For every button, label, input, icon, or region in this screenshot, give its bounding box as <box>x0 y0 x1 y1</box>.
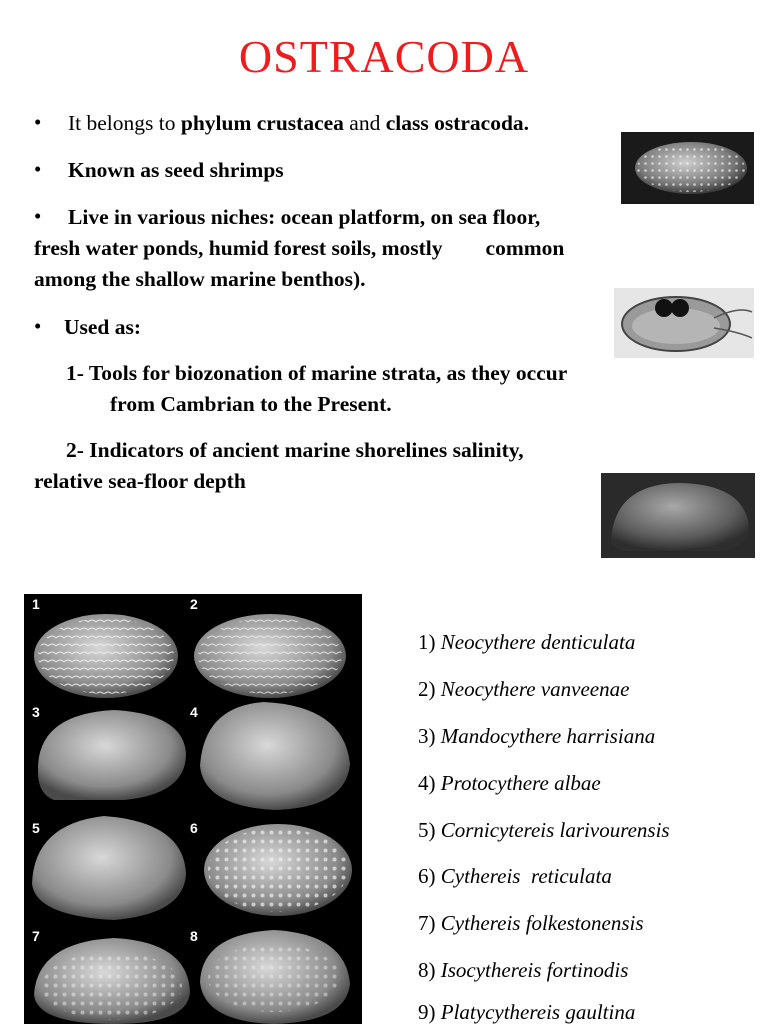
species-item-2 <box>418 677 629 702</box>
use-2-line-2: relative sea-floor depth <box>34 469 246 493</box>
bullet-4-text: Used as: <box>64 315 142 339</box>
species-number: 3) <box>418 724 436 748</box>
species-number: 9) <box>418 1000 436 1024</box>
species-item-1 <box>418 630 635 655</box>
bullet-marker: • <box>34 314 42 338</box>
ostracod-specimen-plate <box>24 594 362 1024</box>
species-number: 7) <box>418 911 436 935</box>
plate-number-8: 8 <box>190 928 198 944</box>
bullet-marker: • <box>34 157 42 181</box>
ostracod-spiny-photo <box>621 132 754 204</box>
use-2-line-1: 2- Indicators of ancient marine shorelines salinity, <box>66 438 524 462</box>
species-name: Neocythere denticulata <box>440 630 636 654</box>
bullet-1-bold-phylum: phylum crustacea <box>180 111 344 135</box>
plate-number-3: 3 <box>32 704 40 720</box>
plate-number-5: 5 <box>32 820 40 836</box>
species-number: 6) <box>418 864 436 888</box>
specimen-3 <box>38 710 186 800</box>
species-name: Cythereis folkestonensis <box>440 911 644 935</box>
plate-number-2: 2 <box>190 596 198 612</box>
bullet-3-line-3: among the shallow marine benthos). <box>34 267 366 291</box>
species-item-8 <box>418 958 628 983</box>
species-number: 5) <box>418 818 436 842</box>
bullet-3-line-1: Live in various niches: ocean platform, on sea floor, <box>68 205 541 229</box>
species-item-3 <box>418 724 655 749</box>
use-1-line-2: from Cambrian to the Present. <box>110 392 392 416</box>
plate-number-1: 1 <box>32 596 40 612</box>
bullet-1-mid: and <box>343 111 386 135</box>
species-name: Platycythereis gaultina <box>440 1000 636 1024</box>
ostracod-carapace-photo <box>601 473 755 558</box>
plate-number-4: 4 <box>190 704 198 720</box>
bullet-1-text <box>68 108 529 138</box>
species-name: Isocythereis fortinodis <box>440 958 629 982</box>
species-item-5 <box>418 818 670 843</box>
specimen-4 <box>200 702 350 810</box>
species-item-4 <box>418 771 601 796</box>
plate-number-6: 6 <box>190 820 198 836</box>
bullet-1-prefix: It belongs to <box>68 111 181 135</box>
species-name: Cythereis reticulata <box>440 864 612 888</box>
bullet-marker: • <box>34 110 42 134</box>
species-item-7 <box>418 911 644 936</box>
specimen-plate-drawing <box>24 594 362 1024</box>
species-name: Cornicytereis larivourensis <box>440 818 670 842</box>
bullet-2-text: Known as seed shrimps <box>68 158 284 182</box>
species-number: 1) <box>418 630 436 654</box>
species-name: Protocythere albae <box>440 771 601 795</box>
bullet-marker: • <box>34 204 42 228</box>
specimen-5 <box>32 816 186 920</box>
bullet-3-line-2: fresh water ponds, humid forest soils, mostly common <box>34 236 565 260</box>
species-name: Mandocythere harrisiana <box>440 724 656 748</box>
page-title: OSTRACODA <box>238 31 530 82</box>
species-number: 8) <box>418 958 436 982</box>
species-item-9 <box>418 1000 635 1025</box>
species-item-6 <box>418 864 612 889</box>
use-1-line-1: 1- Tools for biozonation of marine strata, as they occur <box>66 361 568 385</box>
ostracod-live-photo <box>614 288 754 358</box>
species-number: 4) <box>418 771 436 795</box>
bullet-1-bold-class: class ostracoda. <box>385 111 530 135</box>
species-name: Neocythere vanveenae <box>440 677 630 701</box>
plate-number-7: 7 <box>32 928 40 944</box>
species-number: 2) <box>418 677 436 701</box>
